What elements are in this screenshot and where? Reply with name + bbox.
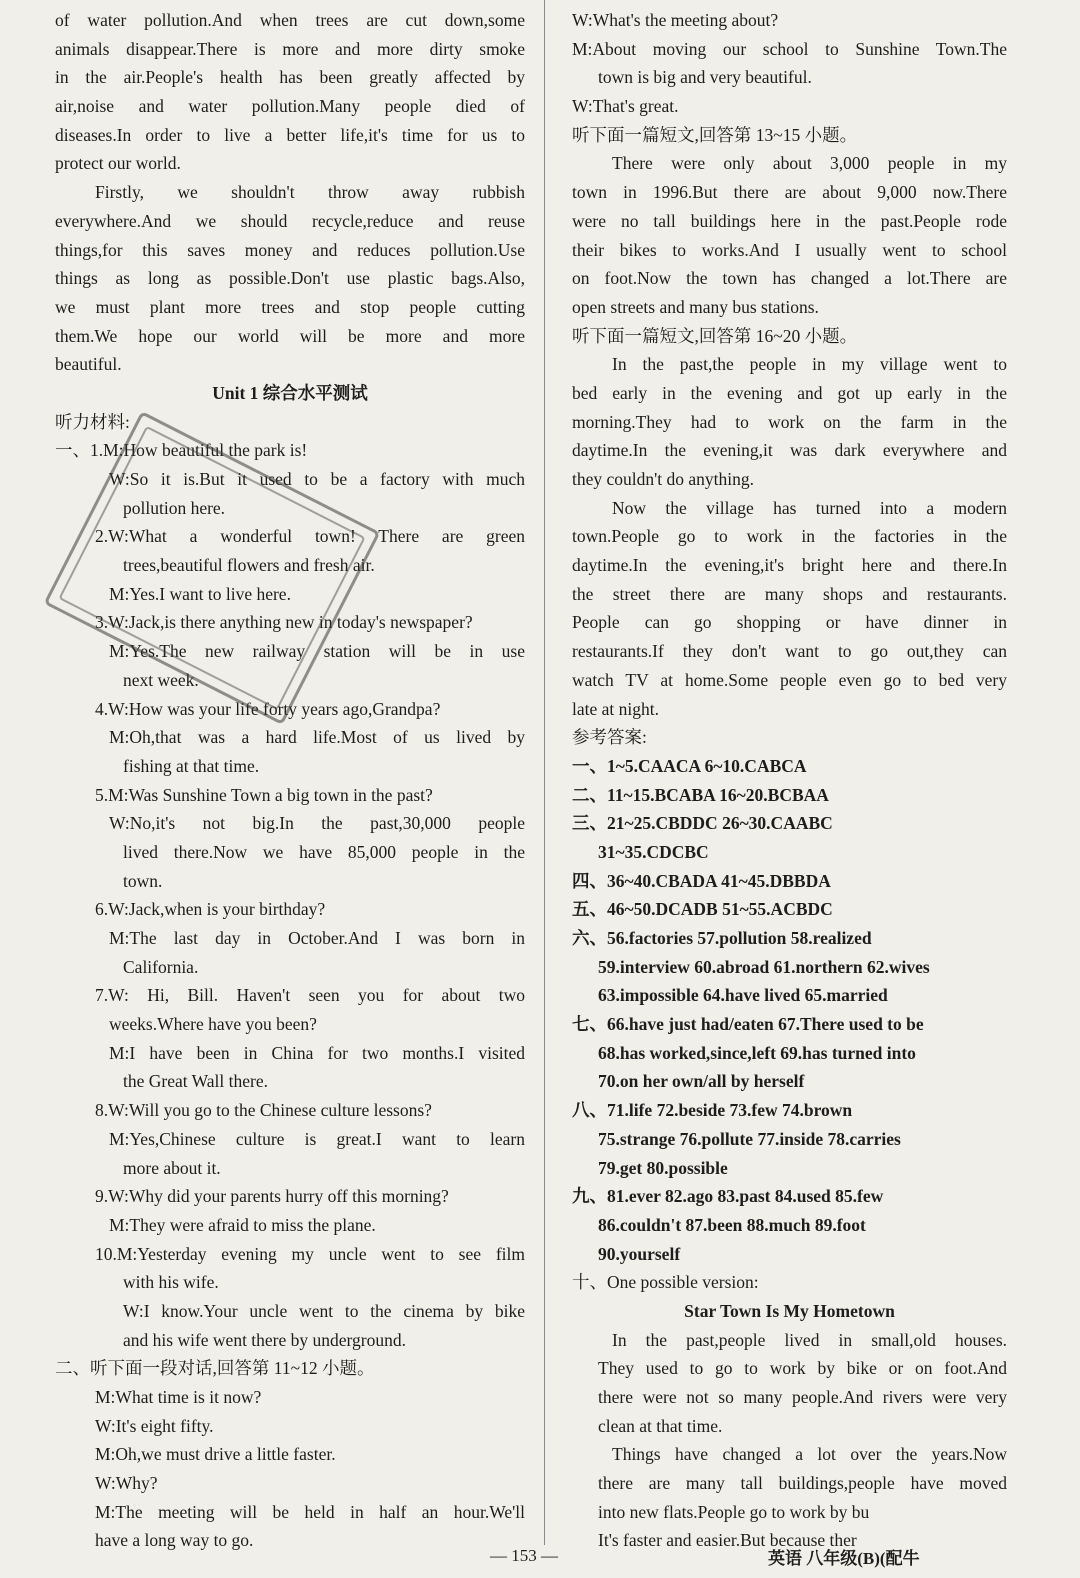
left-column-line: M:They were afraid to miss the plane. bbox=[109, 1214, 376, 1235]
right-column-line: They used to go to work by bike or on foot.And bbox=[598, 1358, 1007, 1379]
left-column-line: animals disappear.There is more and more dirty smoke bbox=[55, 38, 525, 59]
right-column-line: 86.couldn't 87.been 88.much 89.foot bbox=[598, 1214, 866, 1235]
left-column-line: M:Yes,Chinese culture is great.I want to learn bbox=[109, 1128, 525, 1149]
left-column-line: 3.W:Jack,is there anything new in today's newspaper? bbox=[95, 612, 473, 633]
right-column-line: In the past,people lived in small,old houses. bbox=[612, 1329, 1007, 1350]
left-column-line: protect our world. bbox=[55, 153, 181, 174]
right-column-line: the street there are many shops and restaurants. bbox=[572, 583, 1007, 604]
right-column-line: into new flats.People go to work by bu bbox=[598, 1501, 870, 1522]
right-column-line: there were not so many people.And rivers were very bbox=[598, 1387, 1007, 1407]
left-column-line: 一、1.M:How beautiful the park is! bbox=[55, 440, 308, 461]
right-column-line: their bikes to works.And I usually went to school bbox=[572, 239, 1007, 260]
right-column-line: town is big and very beautiful. bbox=[598, 67, 812, 88]
left-column-line: M:Yes.The new railway station will be in use bbox=[109, 641, 525, 662]
left-column bbox=[55, 6, 525, 1555]
right-column-line: W:What's the meeting about? bbox=[572, 10, 779, 30]
left-column-line: M:What time is it now? bbox=[95, 1387, 262, 1407]
right-column-line: 90.yourself bbox=[598, 1243, 681, 1264]
left-column-line: things,for this saves money and reduces pollution.Use bbox=[55, 239, 525, 260]
left-column-line: and his wife went there by underground. bbox=[123, 1329, 407, 1350]
left-column-line: everywhere.And we should recycle,reduce and reuse bbox=[55, 210, 525, 231]
left-column-line: M:The meeting will be held in half an hour.We'll bbox=[95, 1501, 525, 1522]
right-column-line: there are many tall buildings,people have moved bbox=[598, 1473, 1007, 1494]
left-column-line: 听力材料: bbox=[55, 411, 130, 432]
right-column-line: 参考答案: bbox=[572, 727, 647, 748]
right-column-line: 十、One possible version: bbox=[572, 1272, 759, 1293]
left-column-line: diseases.In order to live a better life,it's time for us to bbox=[55, 124, 525, 145]
right-column-line: 六、56.factories 57.pollution 58.realized bbox=[572, 928, 872, 948]
left-column-line: Firstly, we shouldn't throw away rubbish bbox=[95, 182, 525, 203]
right-column-line: 九、81.ever 82.ago 83.past 84.used 85.few bbox=[572, 1186, 884, 1207]
right-column-line: 七、66.have just had/eaten 67.There used to be bbox=[572, 1014, 924, 1035]
right-column-line: 三、21~25.CBDDC 26~30.CAABC bbox=[572, 813, 833, 834]
right-column-line: on foot.Now the town has changed a lot.There are bbox=[572, 268, 1007, 289]
right-column-line: 一、1~5.CAACA 6~10.CABCA bbox=[572, 755, 807, 776]
right-column-line: 59.interview 60.abroad 61.northern 62.wives bbox=[598, 956, 930, 977]
left-column-line: 2.W:What a wonderful town! There are green bbox=[95, 526, 525, 547]
right-column-line: 75.strange 76.pollute 77.inside 78.carries bbox=[598, 1128, 901, 1149]
left-column-line: in the air.People's health has been greatly affected by bbox=[55, 67, 525, 88]
right-column-line: 31~35.CDCBC bbox=[598, 841, 709, 862]
left-column-line: 6.W:Jack,when is your birthday? bbox=[95, 899, 326, 920]
left-column-line: things as long as possible.Don't use plastic bags.Also, bbox=[55, 268, 525, 289]
left-column-line: 8.W:Will you go to the Chinese culture lessons? bbox=[95, 1100, 432, 1121]
right-column-line: clean at that time. bbox=[598, 1415, 723, 1436]
left-column-line: W:I know.Your uncle went to the cinema by bike bbox=[123, 1300, 525, 1321]
right-column-line: 听下面一篇短文,回答第 13~15 小题。 bbox=[572, 124, 858, 145]
column-divider bbox=[544, 0, 545, 1545]
left-column-line: of water pollution.And when trees are cut down,some bbox=[55, 10, 525, 30]
left-column-line: 10.M:Yesterday evening my uncle went to see film bbox=[95, 1243, 525, 1264]
left-column-line: M:The last day in October.And I was born in bbox=[109, 928, 525, 948]
right-column-line: restaurants.If they don't want to go out,they can bbox=[572, 641, 1007, 662]
right-column-line: watch TV at home.Some people even go to bed very bbox=[572, 669, 1007, 690]
page-number: — 153 — bbox=[490, 1546, 558, 1565]
left-column-line: California. bbox=[123, 956, 199, 977]
right-column-line: were no tall buildings here in the past.People rode bbox=[572, 210, 1007, 231]
right-column-line: Star Town Is My Hometown bbox=[684, 1300, 895, 1321]
left-column-line: Unit 1 综合水平测试 bbox=[212, 382, 368, 403]
right-column-line: bed early in the evening and got up early in the bbox=[572, 382, 1007, 403]
left-column-line: air,noise and water pollution.Many people died of bbox=[55, 96, 525, 117]
right-column bbox=[572, 6, 1007, 1555]
left-column-line: have a long way to go. bbox=[95, 1530, 254, 1551]
right-column-line: 四、36~40.CBADA 41~45.DBBDA bbox=[572, 870, 831, 891]
left-column-line: town. bbox=[123, 870, 163, 891]
right-column-line: 63.impossible 64.have lived 65.married bbox=[598, 985, 888, 1006]
left-column-line: M:Oh,that was a hard life.Most of us lived by bbox=[109, 727, 525, 748]
right-column-line: 八、71.life 72.beside 73.few 74.brown bbox=[572, 1100, 853, 1121]
right-column-line: 五、46~50.DCADB 51~55.ACBDC bbox=[572, 899, 833, 920]
right-column-line: It's faster and easier.But because ther bbox=[598, 1530, 857, 1551]
left-column-line: W:So it is.But it used to be a factory with much bbox=[109, 469, 525, 489]
left-column-line: 9.W:Why did your parents hurry off this morning? bbox=[95, 1186, 449, 1207]
left-column-line: beautiful. bbox=[55, 354, 122, 375]
right-column-line: In the past,the people in my village went to bbox=[612, 354, 1007, 375]
right-column-line: Things have changed a lot over the years.Now bbox=[612, 1444, 1007, 1465]
left-column-line: fishing at that time. bbox=[123, 755, 260, 776]
left-column-line: the Great Wall there. bbox=[123, 1071, 269, 1092]
left-column-line: trees,beautiful flowers and fresh air. bbox=[123, 555, 375, 576]
left-column-line: W:It's eight fifty. bbox=[95, 1415, 214, 1436]
right-column-line: Now the village has turned into a modern bbox=[612, 497, 1007, 518]
right-column-line: M:About moving our school to Sunshine Town.The bbox=[572, 38, 1007, 59]
right-column-line: town in 1996.But there are about 9,000 now.There bbox=[572, 182, 1007, 203]
page-footer bbox=[0, 1542, 1080, 1572]
right-column-line: 68.has worked,since,left 69.has turned into bbox=[598, 1042, 916, 1063]
right-column-line: town.People go to work in the factories in the bbox=[572, 526, 1007, 547]
left-column-line: more about it. bbox=[123, 1157, 221, 1178]
left-column-line: M:Yes.I want to live here. bbox=[109, 583, 291, 604]
subject-label: 英语 八年级(B)(配牛 bbox=[768, 1549, 920, 1568]
right-column-line: There were only about 3,000 people in my bbox=[612, 153, 1007, 174]
right-column-line: they couldn't do anything. bbox=[572, 469, 755, 489]
left-column-line: 4.W:How was your life forty years ago,Grandpa? bbox=[95, 698, 441, 719]
left-column-line: next week. bbox=[123, 669, 199, 690]
right-column-line: 79.get 80.possible bbox=[598, 1157, 728, 1178]
right-column-line: W:That's great. bbox=[572, 96, 679, 117]
left-column-line: lived there.Now we have 85,000 people in the bbox=[123, 841, 525, 862]
right-column-line: morning.They had to work on the farm in the bbox=[572, 411, 1007, 432]
right-column-line: daytime.In the evening,it was dark everywhere and bbox=[572, 440, 1007, 461]
right-column-line: open streets and many bus stations. bbox=[572, 296, 819, 317]
left-column-line: W:Why? bbox=[95, 1473, 158, 1494]
left-column-line: W:No,it's not big.In the past,30,000 people bbox=[109, 813, 525, 834]
left-column-line: them.We hope our world will be more and more bbox=[55, 325, 525, 346]
left-column-line: 7.W: Hi, Bill. Haven't seen you for about two bbox=[95, 985, 525, 1006]
right-column-line: People can go shopping or have dinner in bbox=[572, 612, 1007, 633]
left-column-line: with his wife. bbox=[123, 1272, 219, 1293]
right-column-line: daytime.In the evening,it's bright here and there.In bbox=[572, 555, 1007, 576]
right-column-line: late at night. bbox=[572, 698, 659, 719]
left-column-line: M:Oh,we must drive a little faster. bbox=[95, 1444, 336, 1465]
left-column-line: weeks.Where have you been? bbox=[109, 1014, 317, 1035]
left-column-line: 5.M:Was Sunshine Town a big town in the past? bbox=[95, 784, 433, 805]
left-column-line: 二、听下面一段对话,回答第 11~12 小题。 bbox=[55, 1358, 375, 1379]
left-column-line: M:I have been in China for two months.I visited bbox=[109, 1042, 525, 1063]
right-column-line: 70.on her own/all by herself bbox=[598, 1071, 805, 1092]
right-column-line: 听下面一篇短文,回答第 16~20 小题。 bbox=[572, 325, 858, 346]
left-column-line: we must plant more trees and stop people cutting bbox=[55, 296, 525, 317]
left-column-line: pollution here. bbox=[123, 497, 226, 518]
right-column-line: 二、11~15.BCABA 16~20.BCBAA bbox=[572, 784, 829, 805]
